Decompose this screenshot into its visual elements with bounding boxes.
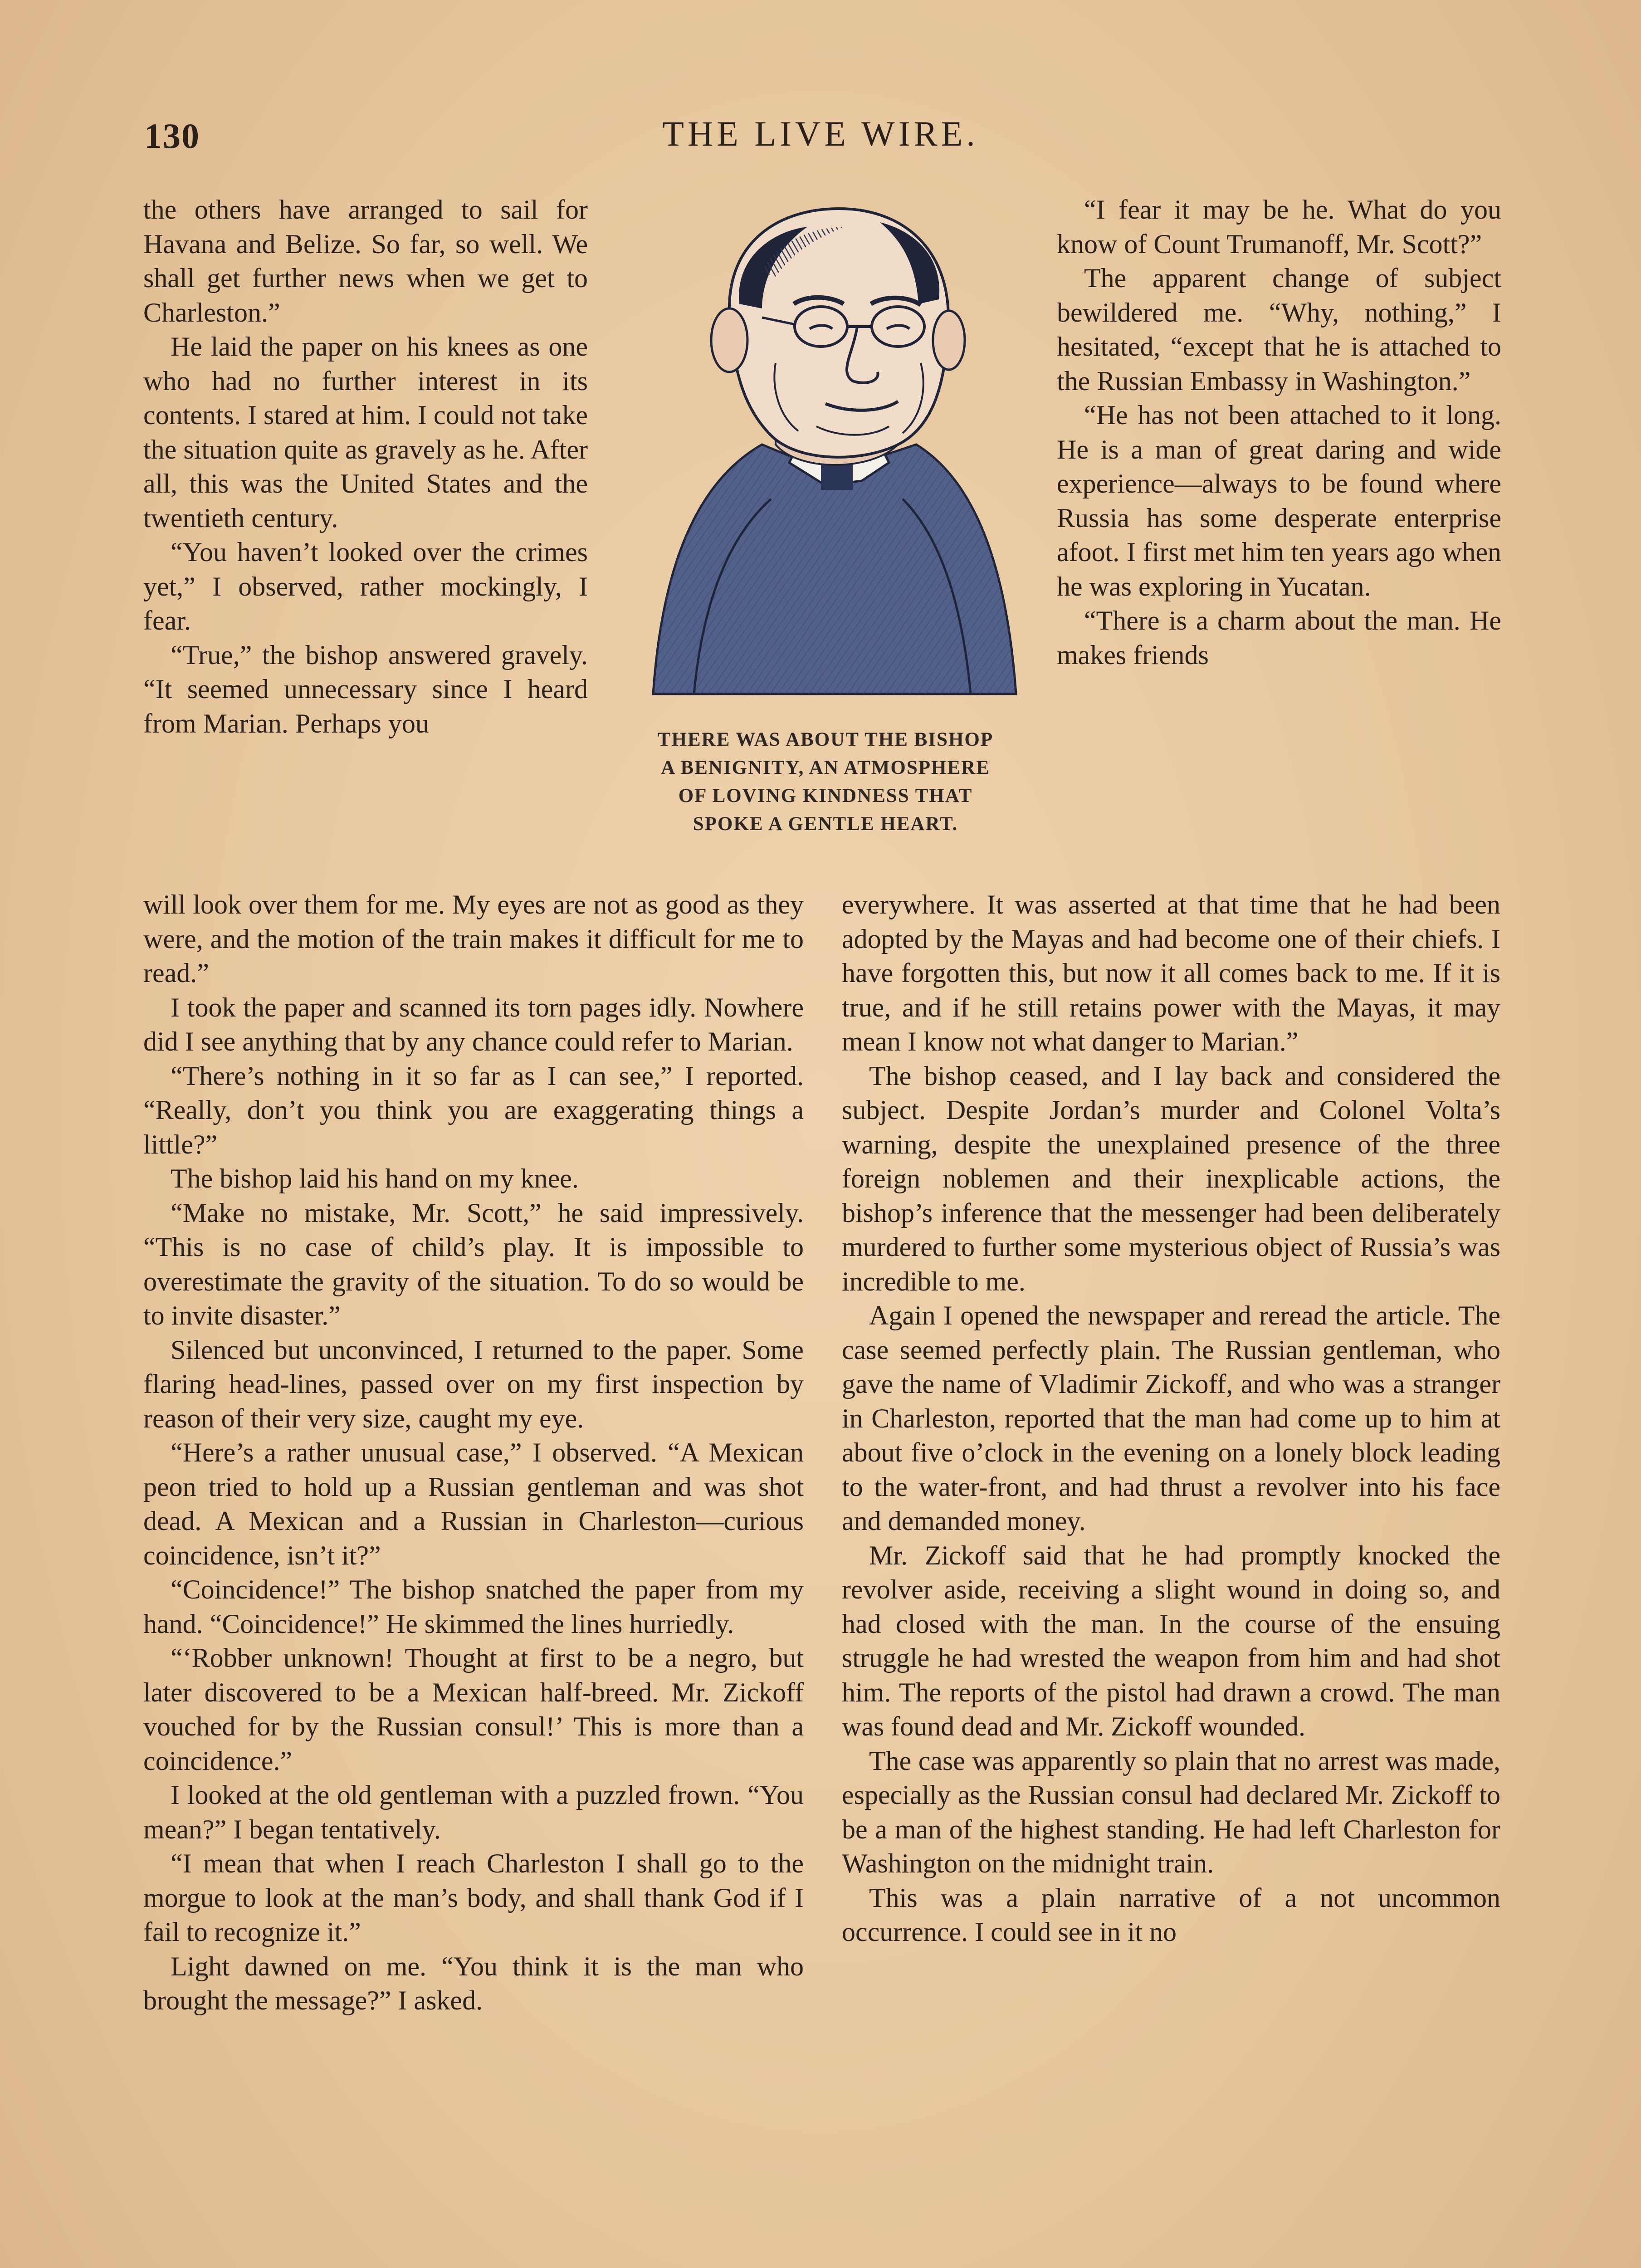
column-left-bottom <box>143 888 804 2018</box>
paragraph: “True,” the bishop answered gravely. “It seemed unnecessary since I heard from Marian. Perhaps you <box>143 640 588 738</box>
bishop-illustration <box>626 191 1025 712</box>
paragraph: “There’s nothing in it so far as I can see,” I reported. “Really, don’t you think you are exaggerating things a little?” <box>143 1061 804 1159</box>
paragraph: Again I opened the newspaper and reread the article. The case seemed perfectly plain. The Russian gentleman, who gave the name of Vladimir Zickoff, and who was a stranger in Charleston, reported that the man had come up to him at about five o’clock in the evening on a lonely block leading to the water-front, and had thrust a revolver into his face and demanded money. <box>842 1300 1500 1536</box>
paragraph: The case was apparently so plain that no arrest was made, especially as the Russian consul had declared Mr. Zickoff to be a man of the highest standing. He had left Charleston for Washington on the midnight train. <box>842 1745 1500 1878</box>
illustration-caption <box>626 726 1025 838</box>
paragraph: “Coincidence!” The bishop snatched the paper from my hand. “Coincidence!” He skimmed the lines hurriedly. <box>143 1574 804 1639</box>
paragraph: I looked at the old gentleman with a puzzled frown. “You mean?” I began tentatively. <box>143 1780 804 1844</box>
caption-line: OF LOVING KINDNESS THAT <box>678 785 973 807</box>
column-right-top <box>1057 193 1501 672</box>
paragraph: “‘Robber unknown! Thought at first to be a negro, but later discovered to be a Mexican half-breed. Mr. Zickoff vouched for by the Russian consul!’ This is more than a coincidence.” <box>143 1643 804 1776</box>
paragraph: the others have arranged to sail for Havana and Belize. So far, so well. We shall get further news when we get to Charleston.” <box>143 195 588 327</box>
page-number: 130 <box>144 116 200 156</box>
paragraph: The apparent change of subject bewildered me. “Why, nothing,” I hesitated, “except that he is attached to the Russian Embassy in Washington.” <box>1057 263 1501 396</box>
column-left-top <box>143 193 588 741</box>
paragraph: The bishop ceased, and I lay back and considered the subject. Despite Jordan’s murder and Colonel Volta’s warning, despite the unexplained presence of the three foreign noblemen and their inexplicable actions, the bishop’s inference that the messenger had been deliberately murdered to further some mysterious object of Russia’s was incredible to me. <box>842 1061 1500 1296</box>
paragraph: “Make no mistake, Mr. Scott,” he said impressively. “This is no case of child’s play. It is impossible to overestimate the gravity of the situation. To do so would be to invite disaster.” <box>143 1198 804 1330</box>
column-right-bottom <box>842 888 1500 1950</box>
caption-line: SPOKE A GENTLE HEART. <box>693 813 958 835</box>
paragraph: will look over them for me. My eyes are not as good as they were, and the motion of the train makes it difficult for me to read.” <box>143 890 804 988</box>
caption-line: A BENIGNITY, AN ATMOSPHERE <box>661 757 990 778</box>
paragraph: Mr. Zickoff said that he had promptly knocked the revolver aside, receiving a slight wound in doing so, and had closed with the man. In the course of the ensuing struggle he had wrested the weapon from him and had shot him. The reports of the pistol had drawn a crowd. The man was found dead and Mr. Zickoff wounded. <box>842 1540 1500 1741</box>
paragraph: “There is a charm about the man. He makes friends <box>1057 606 1501 670</box>
paragraph: I took the paper and scanned its torn pages idly. Nowhere did I see anything that by any chance could refer to Marian. <box>143 992 804 1056</box>
paragraph: He laid the paper on his knees as one who had no further interest in its contents. I stared at him. I could not take the situation quite as gravely as he. After all, this was the United States and the twentieth century. <box>143 332 588 533</box>
paragraph: “You haven’t looked over the crimes yet,” I observed, rather mockingly, I fear. <box>143 537 588 635</box>
paragraph: “I mean that when I reach Charleston I shall go to the morgue to look at the man’s body, and shall thank God if I fail to recognize it.” <box>143 1848 804 1947</box>
running-title: THE LIVE WIRE. <box>662 114 979 153</box>
paragraph: “Here’s a rather unusual case,” I observed. “A Mexican peon tried to hold up a Russian gentleman and was shot dead. A Mexican and a Russian in Charleston—curious coincidence, isn’t it?” <box>143 1437 804 1570</box>
caption-line: THERE WAS ABOUT THE BISHOP <box>657 729 994 750</box>
paragraph: Light dawned on me. “You think it is the man who brought the message?” I asked. <box>143 1951 804 2015</box>
paragraph: “I fear it may be he. What do you know of Count Trumanoff, Mr. Scott?” <box>1057 195 1501 259</box>
paragraph: This was a plain narrative of a not uncommon occurrence. I could see in it no <box>842 1882 1500 1947</box>
paragraph: The bishop laid his hand on my knee. <box>171 1163 579 1193</box>
paragraph: Silenced but unconvinced, I returned to the paper. Some flaring head-lines, passed over on my first inspection by reason of their very size, caught my eye. <box>143 1334 804 1433</box>
paragraph: “He has not been attached to it long. He is a man of great daring and wide experience—always to be found where Russia has some desperate enterprise afoot. I first met him ten years ago when he was exploring in Yucatan. <box>1057 400 1501 601</box>
paragraph: everywhere. It was asserted at that time that he had been adopted by the Mayas and had become one of their chiefs. I have forgotten this, but now it all comes back to me. If it is true, and if he still retains power with the Mayas, it may mean I know not what danger to Marian.” <box>842 890 1500 1056</box>
